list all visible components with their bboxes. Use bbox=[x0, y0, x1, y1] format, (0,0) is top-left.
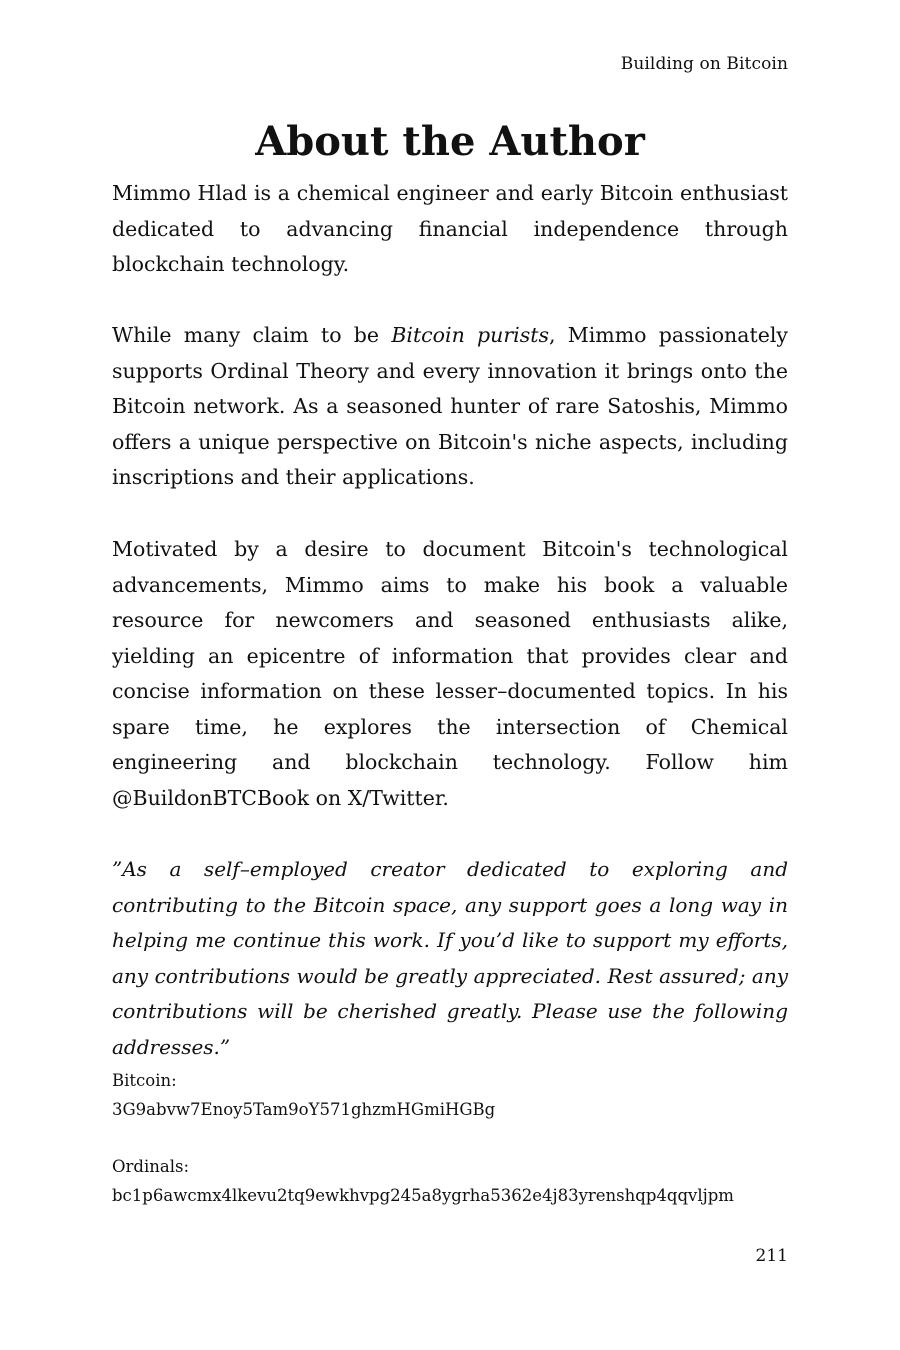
bitcoin-address-value: 3G9abvw7Enoy5Tam9oY571ghzmHGmiHGBg bbox=[112, 1100, 496, 1119]
paragraph-ordinal-theory-lead: While many claim to be bbox=[112, 323, 392, 347]
ordinals-address-value: bc1p6awcmx4lkevu2tq9ewkhvpg245a8ygrha5362e4j83yrenshqp4qqvljpm bbox=[112, 1186, 734, 1205]
paragraph-ordinal-theory bbox=[112, 318, 788, 496]
bitcoin-purists-emphasis: Bitcoin purists bbox=[391, 323, 549, 347]
paragraph-motivation: Motivated by a desire to document Bitcoin's technological advancements, Mimmo aims to make his book a valuable resource for newcomers and seasoned enthusiasts alike, yielding an epicentre of information that provides clear and concise information on these lesser–documented topics. In his spare time, he explores the intersection of Chemical engineering and blockchain technology. Follow him @BuildonBTCBook on X/Twitter. bbox=[112, 537, 788, 810]
page-number: 211 bbox=[755, 1246, 788, 1266]
author-quote: ”As a self–employed creator dedicated to exploring and contributing to the Bitcoin space, any support goes a long way in helping me continue this work. If you’d like to support my efforts, any contributions would be greatly appreciated. Rest assured; any contributions will be cherished greatly. Please use the following addresses.” bbox=[112, 857, 788, 1059]
bitcoin-address-block bbox=[112, 1066, 788, 1124]
page-title: About the Author bbox=[255, 118, 645, 165]
ordinals-address-block bbox=[112, 1152, 788, 1210]
paragraph-intro: Mimmo Hlad is a chemical engineer and early Bitcoin enthusiast dedicated to advancing financial independence through blockchain technology. bbox=[112, 181, 788, 276]
paragraph-ordinal-theory-rest: , Mimmo passionately supports Ordinal Theory and every innovation it brings onto the Bitcoin network. As a seasoned hunter of rare Satoshis, Mimmo offers a unique perspective on Bitcoin's niche aspects, including inscriptions and their applications. bbox=[112, 323, 788, 489]
ordinals-address-label: Ordinals: bbox=[112, 1157, 190, 1176]
running-header: Building on Bitcoin bbox=[620, 54, 788, 74]
bitcoin-address-label: Bitcoin: bbox=[112, 1071, 177, 1090]
